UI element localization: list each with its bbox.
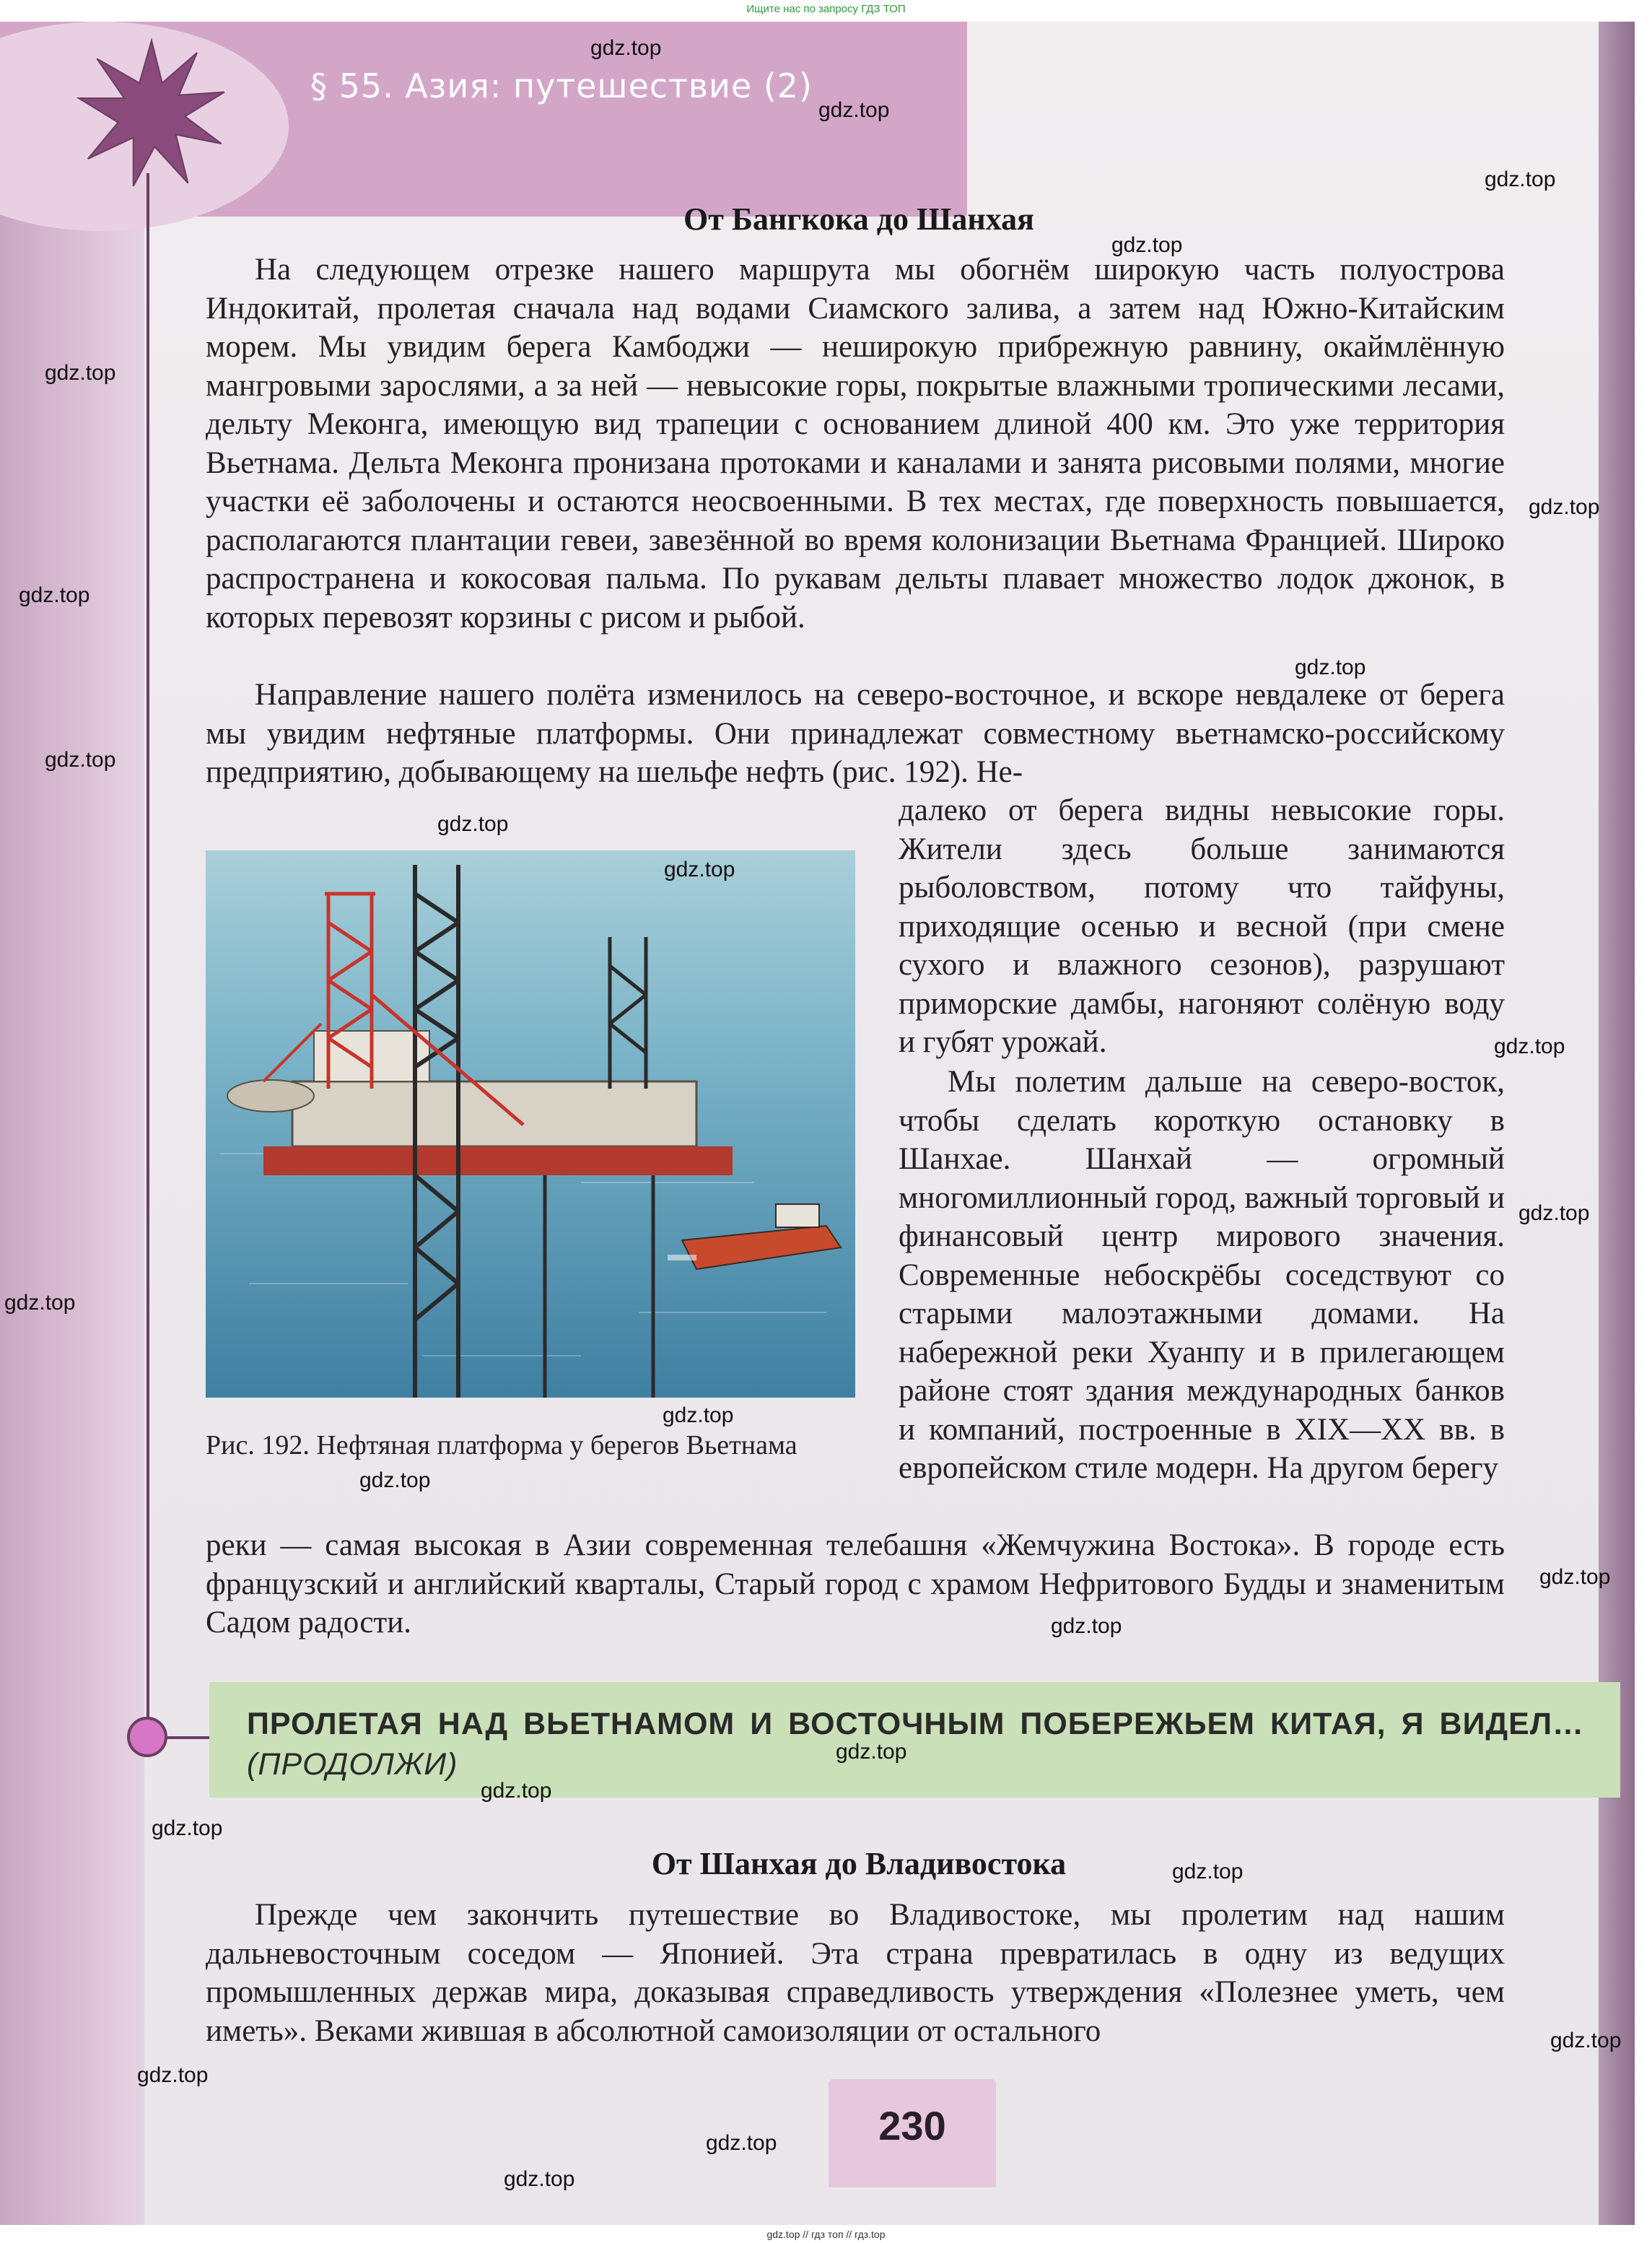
watermark: gdz.top [437, 812, 509, 836]
task-box [209, 1682, 1620, 1798]
section-heading-1: От Бангкока до Шанхая [683, 201, 1034, 237]
task-text: ПРОЛЕТАЯ НАД ВЬЕТНАМОМ И ВОСТОЧНЫМ ПОБЕРЕЖЬЕМ КИТАЯ, Я ВИДЕЛ… [247, 1707, 1584, 1741]
section-title: § 55. Азия: путешествие (2) [310, 66, 813, 105]
watermark: gdz.top [1485, 167, 1556, 191]
page-number: 230 [878, 2103, 946, 2148]
watermark: gdz.top [504, 2167, 575, 2191]
oil-platform-illustration [206, 850, 855, 1398]
watermark: gdz.top [1550, 2029, 1622, 2052]
watermark: gdz.top [1494, 1035, 1565, 1058]
oil-platform-photo [206, 850, 855, 1398]
paragraph-3-side: Мы полетим дальше на северо-восток, чтобы сделать короткую остановку в Шанхае. Шанхай — огромный многомиллионный город, важный торговый и финансовый центр мирового значения. Современные небоскрёбы соседствуют со старыми малоэтажными домами. На набережной реки Хуанпу и в прилегающем районе стоят здания международных банков и компаний, построенные в XIX—XX вв. в европейском стиле модерн. На другом берегу [899, 1065, 1505, 1485]
watermark: gdz.top [664, 858, 735, 881]
watermark: gdz.top [137, 2063, 209, 2087]
watermark: gdz.top [1539, 1565, 1611, 1589]
watermark: gdz.top [45, 748, 116, 772]
watermark: gdz.top [1111, 233, 1183, 257]
watermark: gdz.top [152, 1816, 223, 1840]
watermark: gdz.top [1518, 1201, 1590, 1225]
watermark: gdz.top [359, 1468, 431, 1492]
paragraph-1: На следующем отрезке нашего маршрута мы обогнём широкую часть полуострова Индокитай, пролетая сначала над водами Сиамского залива, а затем над Южно-Китайским морем. Мы увидим берега Камбоджи — неширокую прибрежную равнину, окаймлённую мангровыми зарослями, а за ней — невысокие горы, покрытые влажными тропическими лесами, дельту Меконга, имеющую вид трапеции с основанием длиной 400 км. Это уже территория Вьетнама. Дельта Меконга пронизана протоками и каналами и занята рисовыми полями, многие участки её заболочены и остаются неосвоенными. В тех местах, где поверхность повышается, располагаются плантации гевеи, завезённой во время колонизации Вьетнама Францией. Широко распространена и кокосовая пальма. По рукавам дельты плавает множество лодок джонок, в которых перевозят корзины с рисом и рыбой. [206, 253, 1505, 635]
watermark: gdz.top [1295, 656, 1366, 679]
watermark: gdz.top [481, 1779, 552, 1803]
bottom-note: gdz.top // гдз топ // гдз.top [766, 2229, 886, 2240]
paragraph-4: Прежде чем закончить путешествие во Владивостоке, мы пролетим над нашим дальневосточным соседом — Японией. Эта страна превратилась в одну из ведущих промышленных держав мира, доказывая справедливость утверждения «Полезнее уметь, чем иметь». Веками жившая в абсолютной самоизоляции от остального [206, 1898, 1505, 2048]
watermark: gdz.top [836, 1740, 907, 1764]
task-hint: (ПРОДОЛЖИ) [247, 1747, 458, 1782]
watermark: gdz.top [45, 361, 116, 385]
watermark: gdz.top [590, 36, 662, 60]
watermark: gdz.top [4, 1291, 76, 1315]
watermark: gdz.top [19, 583, 90, 607]
top-note: Ищите нас по запросу ГДЗ ТОП [746, 3, 906, 15]
margin-strip [0, 22, 144, 2225]
paragraph-3-bottom: реки — самая высокая в Азии современная телебашня «Жемчужина Востока». В городе есть французский и английский кварталы, Старый город с храмом Нефритового Будды и знаменитым Садом радости. [206, 1528, 1505, 1639]
watermark: gdz.top [818, 98, 890, 122]
watermark: gdz.top [1529, 495, 1600, 519]
paragraph-2-top: Направление нашего полёта изменилось на северо-восточное, и вскоре невдалеке от берега мы увидим нефтяные платформы. Они принадлежат совместному вьетнамско-российскому предприятию, добывающему на шельфе нефть (рис. 192). Не- [206, 678, 1505, 789]
margin-line [147, 173, 149, 1725]
watermark: gdz.top [706, 2131, 777, 2155]
paragraph-2-side: далеко от берега видны невысокие горы. Жители здесь больше занимаются рыболовством, потому что тайфуны, приходящие осенью и весной (при смене сухого и влажного сезонов), разрушают приморские дамбы, нагоняют солёную воду и губят урожай. [899, 793, 1505, 1059]
watermark: gdz.top [1172, 1860, 1244, 1883]
watermark: gdz.top [1051, 1614, 1122, 1638]
star-icon [76, 38, 227, 189]
figure-caption: Рис. 192. Нефтяная платформа у берегов Вьетнама [206, 1430, 797, 1460]
page-edge [1599, 22, 1635, 2225]
watermark: gdz.top [663, 1403, 734, 1427]
section-heading-2: От Шанхая до Владивостока [651, 1846, 1067, 1881]
task-marker [127, 1717, 167, 1757]
